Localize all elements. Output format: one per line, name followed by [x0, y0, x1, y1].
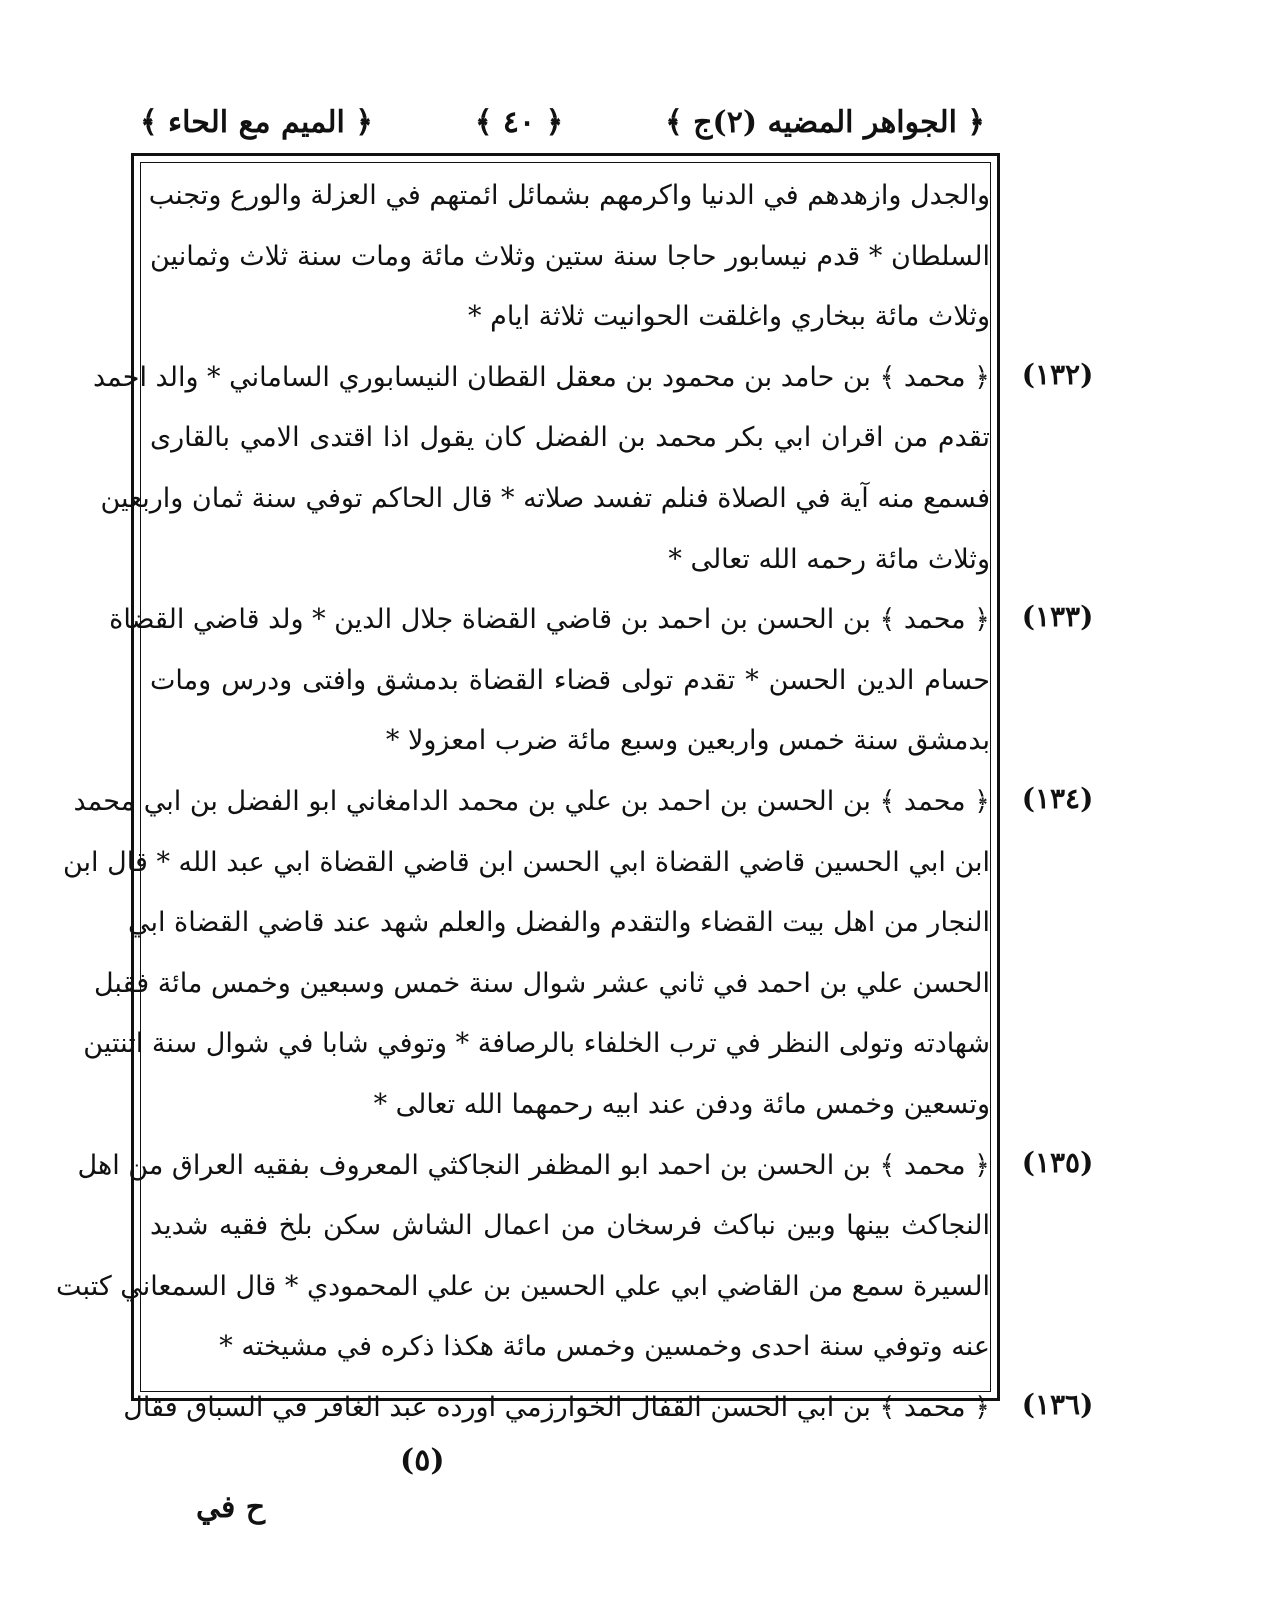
page-header [140, 96, 985, 148]
text-line: والجدل وازهدهم في الدنيا واكرمهم بشمائل ائمتهم في العزلة والورع وتجنب [148, 180, 990, 211]
text-line: شهادته وتولى النظر في ترب الخلفاء بالرصافة * وتوفي شابا في شوال سنة اثنتين [83, 1028, 990, 1060]
text-line: ﴿ محمد ﴾ بن حامد بن محمود بن معقل القطان النيسابوري الساماني * والد احمد [92, 361, 990, 393]
text-line: وتسعين وخمس مائة ودفن عند ابيه رحمهما الله تعالى * [373, 1088, 990, 1120]
text-line: السلطان * قدم نيسابور حاجا سنة ستين وثلاث مائة ومات سنة ثلاث وثمانين [150, 240, 990, 272]
text-line: النجاكث بينها وبين نباكث فرسخان من اعمال الشاش سكن بلخ فقيه شديد [150, 1210, 990, 1242]
text-line: الحسن علي بن احمد في ثاني عشر شوال سنة خمس وسبعين وخمس مائة فقبل [93, 967, 990, 999]
text-line: بدمشق سنة خمس واربعين وسبع مائة ضرب امعزولا * [385, 725, 990, 757]
text-line: وثلاث مائة رحمه الله تعالى * [668, 543, 990, 575]
text-line: حسام الدين الحسن * تقدم تولى قضاء القضاة بدمشق وافتى ودرس ومات [150, 664, 990, 696]
text-line: ﴿ محمد ﴾ بن ابي الحسن القفال الخوارزمي اورده عبد الغافر في السباق فقال [123, 1391, 990, 1423]
entry-number: (١٣٢) [1021, 357, 1094, 391]
page-number: ﴿ ٤٠ ﴾ [474, 104, 564, 140]
text-line: السيرة سمع من القاضي ابي علي الحسين بن علي المحمودي * قال السمعاني كتبت [56, 1270, 990, 1302]
entry-number: (١٣٥) [1021, 1145, 1094, 1179]
text-line: النجار من اهل بيت القضاء والتقدم والفضل والعلم شهد عند قاضي القضاة ابي [127, 907, 990, 939]
text-line: ابن ابي الحسين قاضي القضاة ابي الحسن ابن قاضي القضاة ابي عبد الله * قال ابن [62, 846, 990, 878]
text-line: ﴿ محمد ﴾ بن الحسن بن احمد بن علي بن محمد الدامغاني ابو الفضل بن ابي محمد [73, 785, 990, 817]
catchword: ح في [196, 1490, 266, 1525]
text-line: عنه وتوفي سنة احدى وخمسين وخمس مائة هكذا ذكره في مشيخته * [219, 1331, 990, 1363]
section-heading: ﴿ الميم مع الحاء ﴾ [140, 104, 373, 140]
entry-number: (١٣٤) [1021, 782, 1094, 815]
text-line: ﴿ محمد ﴾ بن الحسن بن احمد ابو المظفر النجاكثي المعروف بفقيه العراق من اهل [77, 1149, 990, 1181]
entry-number: (١٣٣) [1021, 600, 1094, 634]
text-line: تقدم من اقران ابي بكر محمد بن الفضل كان يقول اذا اقتدى الامي بالقارى [150, 422, 990, 454]
text-line: ﴿ محمد ﴾ بن الحسن بن احمد بن قاضي القضاة جلال الدين * ولد قاضي القضاة [109, 604, 990, 636]
text-line: فسمع منه آية في الصلاة فنلم تفسد صلاته * قال الحاكم توفي سنة ثمان واربعين [100, 482, 990, 514]
main-text [56, 166, 990, 1438]
entry-number: (١٣٦) [1021, 1388, 1094, 1421]
text-line: وثلاث مائة ببخاري واغلقت الحوانيت ثلاثة ايام * [468, 301, 990, 333]
signature-mark: (٥) [400, 1443, 445, 1478]
book-title: ﴿ الجواهر المضيه (٢)ج ﴾ [665, 104, 985, 140]
